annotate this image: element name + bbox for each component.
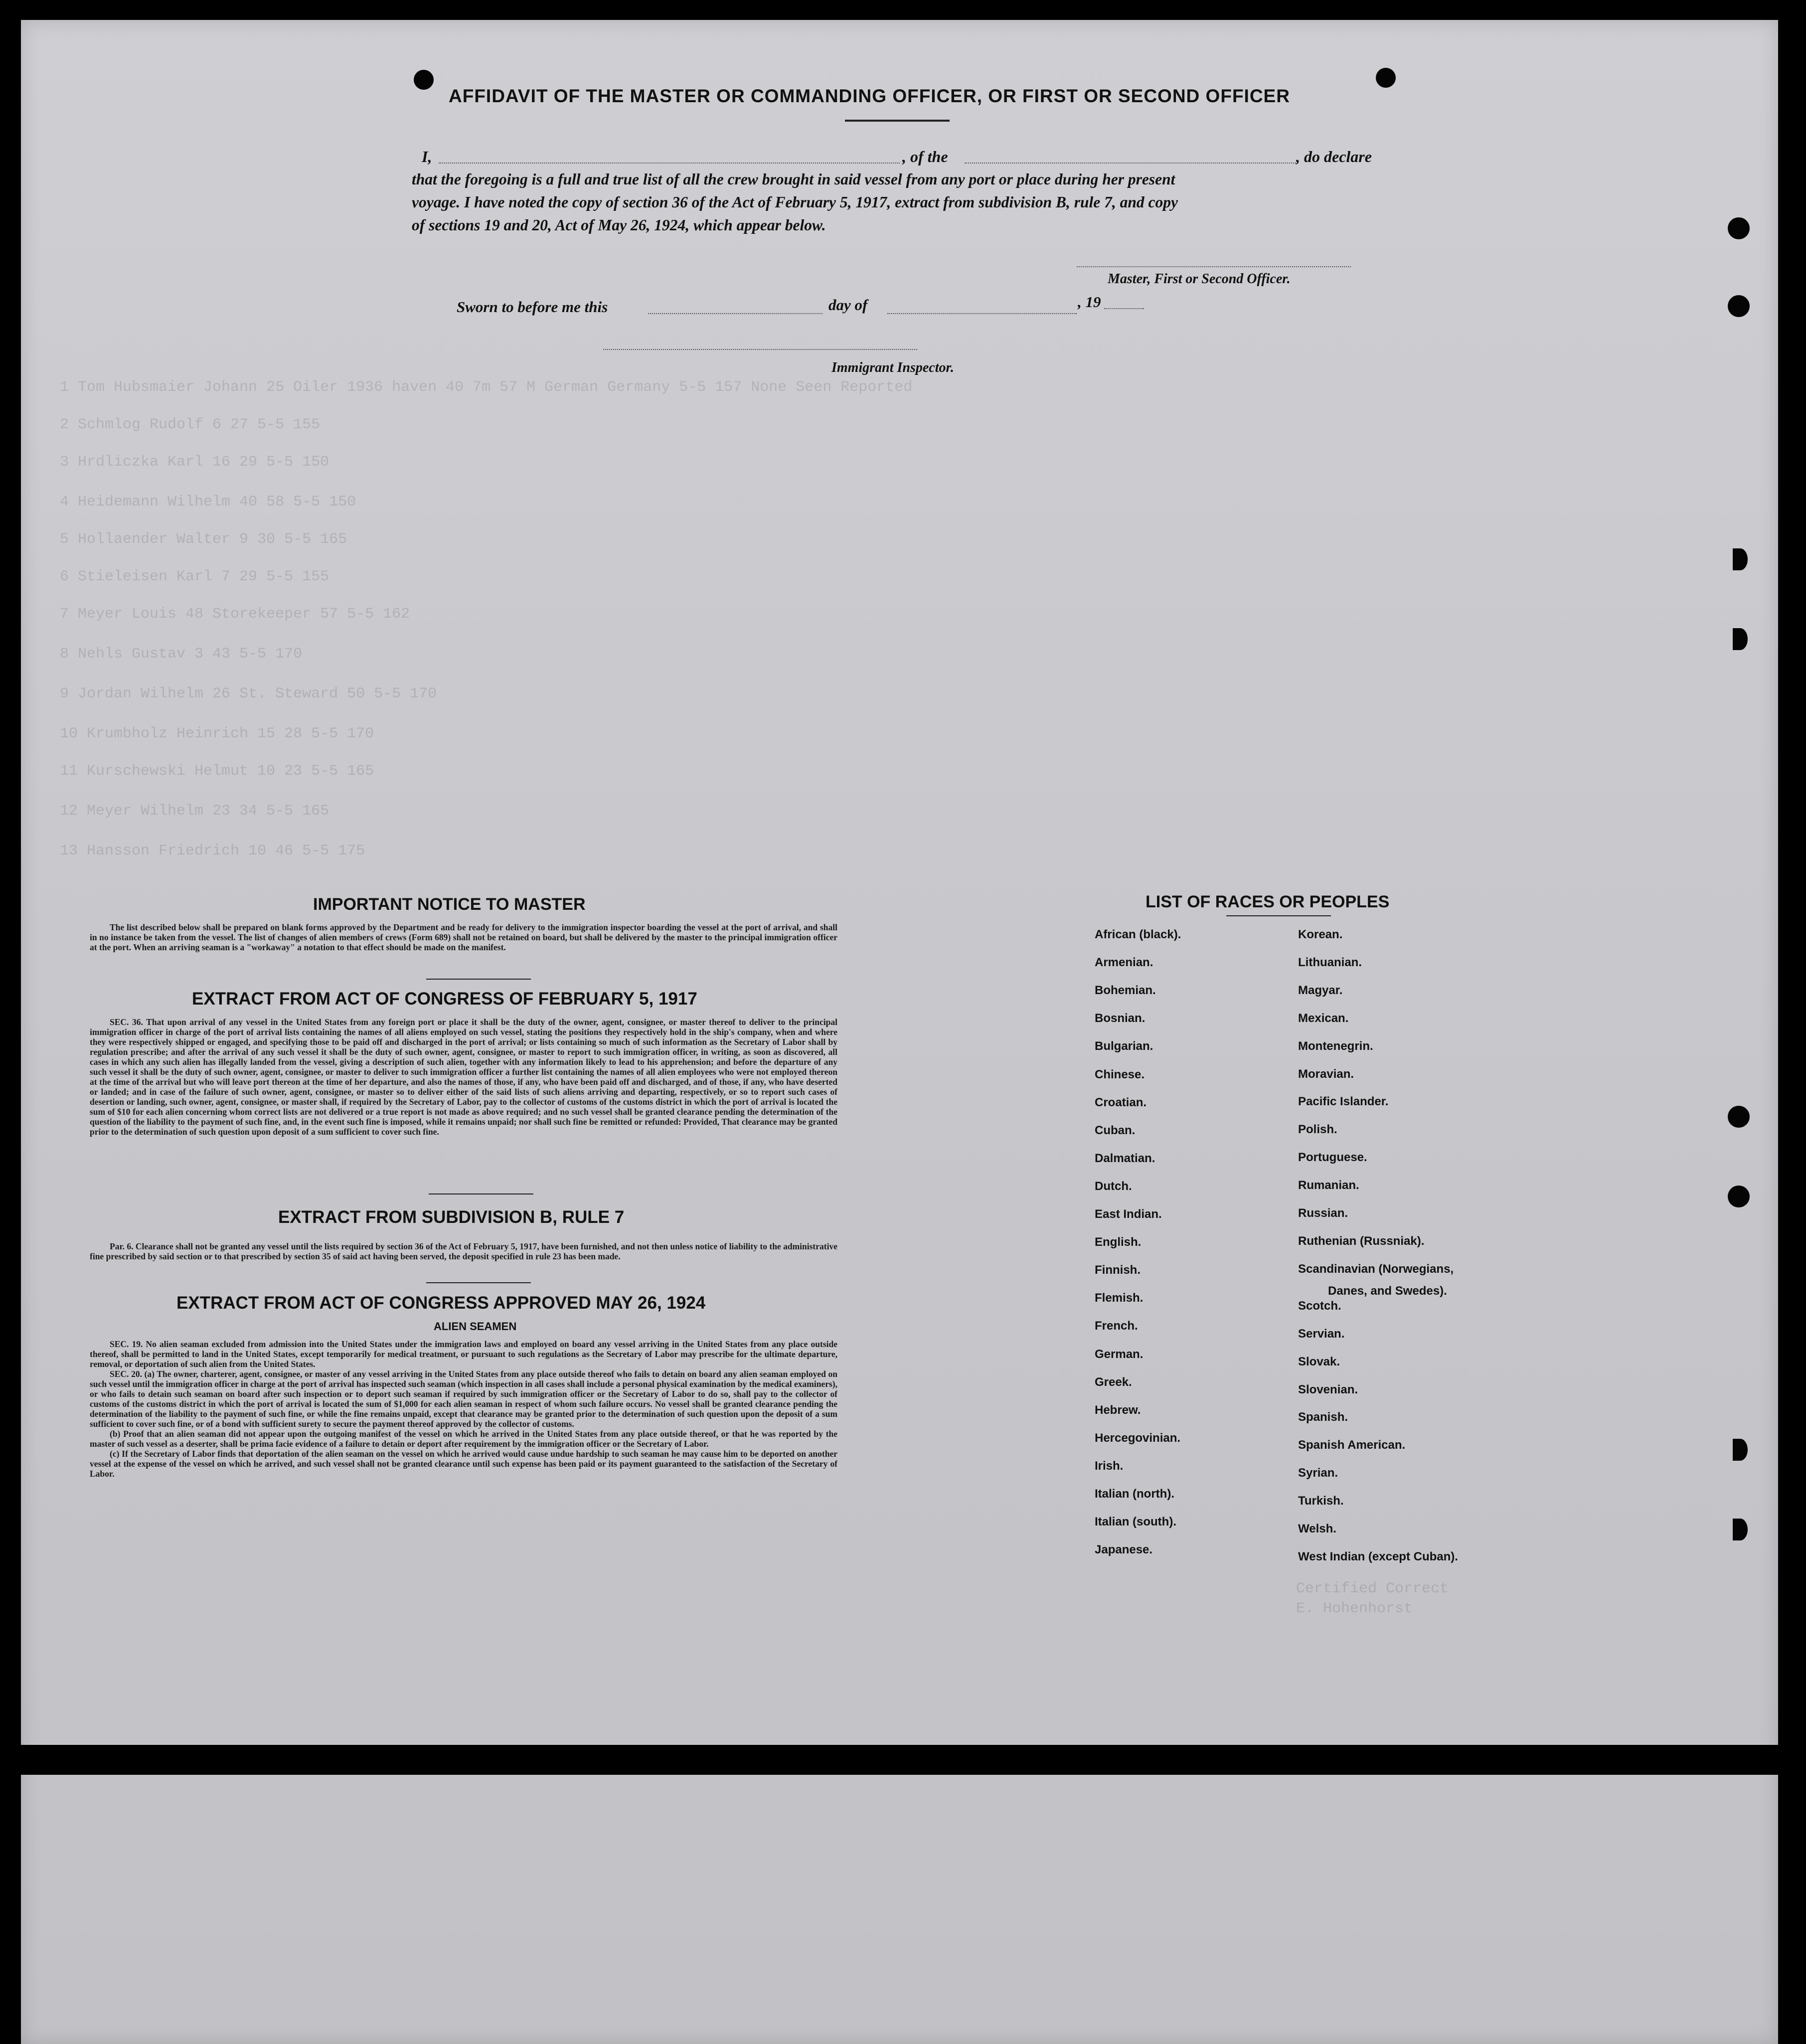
race-item: Hebrew. — [1095, 1403, 1141, 1417]
bleed-through-text: 13 Hansson Friedrich 10 46 5-5 175 — [60, 843, 365, 859]
race-item: Finnish. — [1095, 1263, 1141, 1277]
rule7-text — [90, 1241, 837, 1261]
bleed-through-text: 8 Nehls Gustav 3 43 5-5 170 — [60, 646, 303, 663]
extract-1924-text — [90, 1339, 837, 1479]
race-item: Croatian. — [1095, 1095, 1147, 1109]
extract-1917-title: EXTRACT FROM ACT OF CONGRESS OF FEBRUARY 5, 1917 — [192, 989, 697, 1009]
affidavit-title: AFFIDAVIT OF THE MASTER OR COMMANDING OFFICER, OR FIRST OR SECOND OFFICER — [449, 86, 1290, 106]
notice-text — [90, 922, 837, 952]
race-item: Pacific Islander. — [1298, 1095, 1389, 1109]
race-item: English. — [1095, 1235, 1142, 1249]
race-item: Welsh. — [1298, 1522, 1336, 1535]
divider — [429, 1193, 533, 1194]
race-item: Spanish American. — [1298, 1438, 1406, 1452]
race-item: Turkish. — [1298, 1494, 1344, 1508]
race-item: Flemish. — [1095, 1291, 1144, 1305]
punch-hole — [1733, 628, 1748, 650]
position-line — [965, 163, 1296, 164]
bleed-through-text: 4 Heidemann Wilhelm 40 58 5-5 150 — [60, 494, 356, 511]
race-item: West Indian (except Cuban). — [1298, 1549, 1458, 1563]
name-line — [439, 163, 900, 164]
punch-hole — [1728, 295, 1750, 317]
race-item: Bohemian. — [1095, 984, 1156, 998]
race-item: Spanish. — [1298, 1410, 1348, 1424]
bleed-through-text: 1 Tom Hubsmaier Johann 25 Oiler 1936 haven 40 7m 57 M German Germany 5-5 157 None Seen Reported — [60, 379, 913, 396]
race-item: Rumanian. — [1298, 1179, 1359, 1192]
race-item: Syrian. — [1298, 1466, 1338, 1480]
races-title: LIST OF RACES OR PEOPLES — [1146, 892, 1390, 911]
bleed-through-text: 7 Meyer Louis 48 Storekeeper 57 5-5 162 — [60, 606, 410, 623]
race-item: Cuban. — [1095, 1123, 1136, 1137]
do-declare-label: , do declare — [1296, 148, 1372, 166]
punch-hole — [1733, 1439, 1748, 1461]
race-item: Danes, and Swedes). — [1328, 1284, 1447, 1298]
month-line — [887, 313, 1077, 314]
punch-hole — [1728, 1106, 1750, 1128]
race-item: Portuguese. — [1298, 1151, 1367, 1165]
race-item: Bulgarian. — [1095, 1039, 1153, 1053]
affidavit-line-2: that the foregoing is a full and true list of all the crew brought in said vessel from any port or place during her present — [412, 170, 1175, 188]
affidavit-line-3: voyage. I have noted the copy of section 36 of the Act of February 5, 1917, extract from subdivision B, rule 7, and copy — [412, 193, 1178, 211]
bleed-through-text: Certified Correct — [1296, 1580, 1449, 1597]
race-item: Servian. — [1298, 1327, 1345, 1341]
sec19-paragraph: SEC. 19. No alien seaman excluded from admission into the United States under the immigration laws and employed on board any vessel arriving in the United States from any place outside thereof, shall be permitted to land in the United States, except temporarily for medical treatment, or pursuant to such regulations as the Secretary of Labor may prescribe for the ultimate departure, removal, or deportation of such alien from the United States. — [90, 1339, 837, 1369]
inspector-signature-line — [603, 349, 917, 350]
divider — [426, 1282, 531, 1283]
rule7-title: EXTRACT FROM SUBDIVISION B, RULE 7 — [278, 1207, 625, 1227]
race-item: Slovak. — [1298, 1355, 1340, 1368]
bleed-through-text: 9 Jordan Wilhelm 26 St. Steward 50 5-5 170 — [60, 685, 437, 702]
bleed-through-text: 5 Hollaender Walter 9 30 5-5 165 — [60, 531, 347, 548]
race-item: Bosnian. — [1095, 1012, 1146, 1025]
race-item: Russian. — [1298, 1206, 1348, 1220]
race-item: Lithuanian. — [1298, 955, 1362, 969]
race-item: Italian (south). — [1095, 1515, 1176, 1529]
sec20-paragraph: SEC. 20. (a) The owner, charterer, agent, consignee, or master of any vessel arriving in the United States from any place outside thereof who fails to detain on board any alien seaman employed on such vessel until the immigration officer in charge at the port of arrival has inspected such seaman (which inspection in all cases shall include a personal physical examination by the medical examiners), or who fails to detain such seaman on board after such inspection or to deport such seaman if required by such immigration officer or the Secretary of Labor to do so, shall pay to the collector of customs of the customs district in which the port of arrival is located the sum of $1,000 for each alien seaman in respect of whom such failure occurs. No vessel shall be granted clearance pending the determination of the liability to the payment of such fine, or while the fine remains unpaid, except that clearance may be granted prior to the determination of such question upon the deposit of a sum sufficient to cover such fine, or of a bond with sufficient surety to secure the payment thereof approved by the collector of customs. — [90, 1369, 837, 1429]
race-item: Mexican. — [1298, 1011, 1349, 1025]
scan-border — [0, 1745, 1806, 1775]
punch-hole — [1376, 68, 1396, 88]
punch-hole — [414, 70, 434, 90]
affidavit-i-label: I, — [422, 148, 432, 166]
race-item: Dutch. — [1095, 1179, 1132, 1193]
bleed-through-text: 6 Stieleisen Karl 7 29 5-5 155 — [60, 568, 329, 585]
bleed-through-text: 2 Schmlog Rudolf 6 27 5-5 155 — [60, 416, 321, 433]
affidavit-line-4: of sections 19 and 20, Act of May 26, 1924, which appear below. — [412, 216, 826, 234]
bleed-through-text: E. Hohenhorst — [1296, 1600, 1413, 1617]
race-item: Korean. — [1298, 928, 1343, 941]
race-item: Scandinavian (Norwegians, — [1298, 1262, 1454, 1276]
bleed-through-text: 11 Kurschewski Helmut 10 23 5-5 165 — [60, 763, 374, 780]
race-item: Italian (north). — [1095, 1487, 1174, 1501]
year-line — [1104, 308, 1144, 309]
race-item: German. — [1095, 1347, 1144, 1361]
race-item: East Indian. — [1095, 1207, 1162, 1221]
extract-1917-text — [90, 1017, 837, 1137]
race-item: Dalmatian. — [1095, 1151, 1155, 1165]
sec20b-paragraph: (b) Proof that an alien seaman did not appear upon the outgoing manifest of the vessel on which he arrived in the United States from any place outside thereof, or that he was reported by the master of such vessel as a deserter, shall be prima facie evidence of a failure to detain or deport after requirement by the immigration officer or the Secretary of Labor. — [90, 1429, 837, 1449]
race-item: Polish. — [1298, 1123, 1337, 1137]
race-item: Irish. — [1095, 1459, 1124, 1473]
alien-seamen-subtitle: ALIEN SEAMEN — [434, 1320, 517, 1333]
race-item: French. — [1095, 1319, 1138, 1333]
sec20c-paragraph: (c) If the Secretary of Labor finds that deportation of the alien seaman on the vessel on which he arrived would cause undue hardship to such seaman he may cause him to be deported on another vessel at the expense of the vessel on which he arrived, and such vessel shall not be granted clearance until such expense has been paid or its payment guaranteed to the satisfaction of the Secretary of Labor. — [90, 1449, 837, 1479]
race-item: Armenian. — [1095, 956, 1153, 970]
divider — [426, 979, 531, 980]
notice-title: IMPORTANT NOTICE TO MASTER — [313, 895, 586, 914]
bleed-through-text: 3 Hrdliczka Karl 16 29 5-5 150 — [60, 454, 329, 471]
bleed-through-text: 10 Krumbholz Heinrich 15 28 5-5 170 — [60, 725, 374, 742]
race-item: Scotch. — [1298, 1299, 1341, 1313]
sworn-day-line — [648, 313, 822, 314]
race-item: Chinese. — [1095, 1067, 1145, 1081]
master-signature-label: Master, First or Second Officer. — [1108, 271, 1291, 287]
inspector-label: Immigrant Inspector. — [831, 360, 954, 375]
race-item: Greek. — [1095, 1375, 1132, 1389]
day-of-label: day of — [828, 296, 868, 314]
race-item: Moravian. — [1298, 1067, 1354, 1081]
sworn-label: Sworn to before me this — [457, 298, 608, 316]
of-the-label: , of the — [902, 148, 948, 166]
punch-hole — [1733, 1519, 1748, 1540]
extract-1917-paragraph: SEC. 36. That upon arrival of any vessel in the United States from any foreign port or place it shall be the duty of the owner, agent, consignee, or master thereof to deliver to the principal immigration officer in charge of the port of arrival lists containing the names of all aliens employed on such vessel, stating the positions they respectively hold in the ship's company, when and where they were respectively shipped or engaged, and specifying those to be paid off and discharged in the port of arrival; or lists containing so much of such information as the Secretary of Labor shall by regulation prescribe; and after the arrival of any such vessel it shall be the duty of such owner, agent, consignee, or master to report to such immigration officer, in writing, as soon as discovered, all cases in which any such alien has illegally landed from the vessel, giving a description of such alien, together with any information likely to lead to his apprehension; and before the departure of any such vessel it shall be the duty of such owner, agent, consignee, or master to deliver to such immigration officer a further list containing the names of all alien employees who were not employed thereon at the time of the arrival but who will leave port thereon at the time of her departure, and also the names of those, if any, who have been paid off and discharged, and of those, if any, who have deserted or landed; and in case of the failure of such owner, agent, consignee, or master so to deliver either of the said lists of such aliens arriving and departing, respectively, or so to report such cases of desertion or landing, such owner, agent, consignee, or master shall, if required by the Secretary of Labor, pay to the collector of customs of the customs district in which the port of arrival is located the sum of $10 for each alien concerning whom correct lists are not delivered or a true report is not made as above required; and no such vessel shall be granted clearance pending the determination of the question of the liability to the payment of such fine, and, in the event such fine is imposed, while it remains unpaid; nor shall such fine be remitted or refunded: Provided, That clearance may be granted prior to the determination of such question upon deposit of a sum sufficient to cover such fine. — [90, 1017, 837, 1137]
race-item: Slovenian. — [1298, 1382, 1358, 1396]
bleed-through-text: 12 Meyer Wilhelm 23 34 5-5 165 — [60, 803, 329, 820]
punch-hole — [1728, 1186, 1750, 1207]
rule7-paragraph: Par. 6. Clearance shall not be granted any vessel until the lists required by section 36 of the Act of February 5, 1917, have been furnished, and not then unless notice of liability to the administrative fine prescribed by said section or to that prescribed by section 35 of said act having been served, the deposit specified in rule 23 has been made. — [90, 1241, 837, 1261]
races-title-underline — [1226, 915, 1331, 916]
race-item: Japanese. — [1095, 1543, 1153, 1557]
race-item: Ruthenian (Russniak). — [1298, 1234, 1425, 1248]
extract-1924-title: EXTRACT FROM ACT OF CONGRESS APPROVED MAY 26, 1924 — [176, 1293, 706, 1313]
title-underline — [845, 120, 950, 122]
race-item: African (black). — [1095, 928, 1181, 941]
punch-hole — [1728, 217, 1750, 239]
race-item: Magyar. — [1298, 983, 1343, 997]
race-item: Montenegrin. — [1298, 1039, 1373, 1053]
year-label: , 19 — [1078, 293, 1101, 311]
race-item: Hercegovinian. — [1095, 1431, 1181, 1445]
notice-paragraph: The list described below shall be prepared on blank forms approved by the Department and be ready for delivery to the immigration inspector boarding the vessel at the port of arrival, and shall in no instance be taken from the vessel. The list of changes of alien members of crews (Form 689) shall not be retained on board, but shall be delivered by the master to the principal immigration officer at the port. When an arriving seaman is a "workaway" a notation to that effect should be made on the manifest. — [90, 922, 837, 952]
punch-hole — [1733, 548, 1748, 570]
master-signature-line — [1077, 266, 1351, 267]
